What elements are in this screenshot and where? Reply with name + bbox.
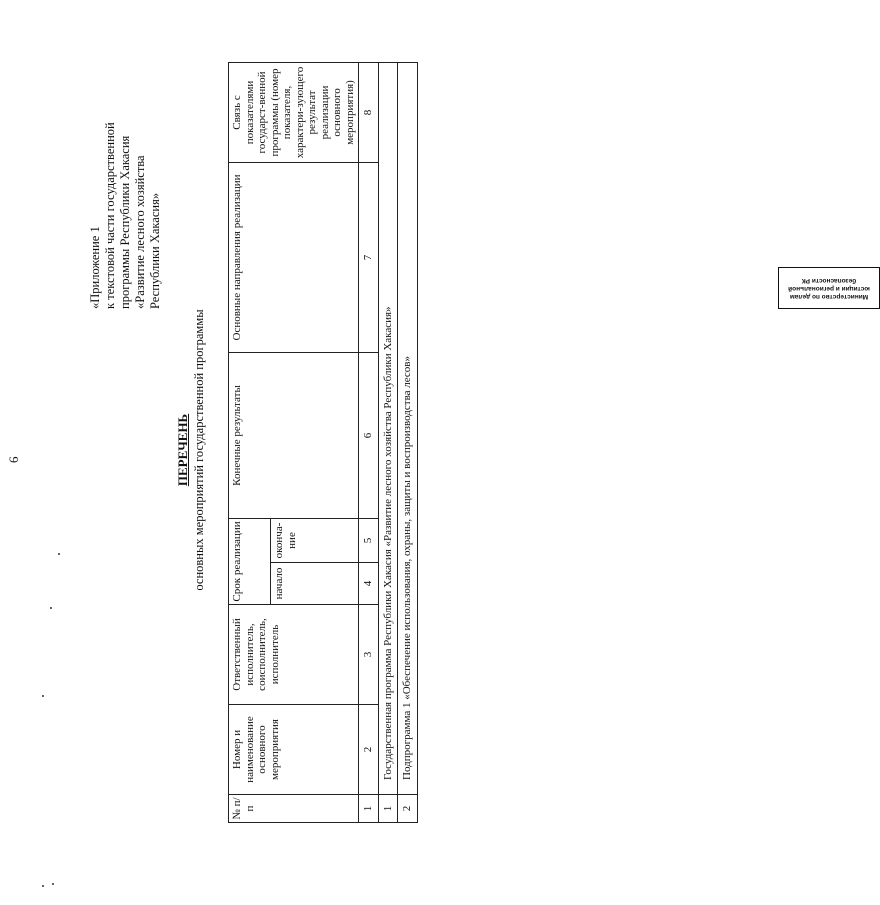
column-number: 7 — [359, 162, 379, 352]
scan-dot — [58, 553, 60, 555]
appendix-line: «Приложение 1 — [88, 226, 102, 309]
scan-dot — [42, 885, 44, 887]
table-row — [398, 62, 418, 822]
header-cell-start: начало — [271, 563, 359, 605]
subprogram-title-cell: Подпрограмма 1 «Обеспечение использования, охраны, защиты и воспроизводства лесов» — [398, 62, 418, 794]
column-number-row — [359, 62, 379, 822]
page-number: 6 — [6, 456, 21, 463]
header-cell-end: оконча-ние — [271, 518, 359, 562]
header-cell-period: Срок реализации — [229, 518, 271, 604]
appendix-note — [88, 29, 163, 309]
column-number: 2 — [359, 705, 379, 795]
registration-stamp — [778, 267, 880, 309]
document-title: ПЕРЕЧЕНЬ — [175, 413, 190, 487]
column-number: 4 — [359, 563, 379, 605]
appendix-line: к текстовой части государственной — [103, 122, 117, 309]
column-number: 5 — [359, 518, 379, 562]
program-title-cell: Государственная программа Республики Хакасия «Развитие лесного хозяйства Республики Хакасия» — [378, 62, 398, 794]
row-number: 1 — [378, 795, 398, 823]
appendix-line: Республики Хакасия» — [148, 192, 162, 309]
header-cell-num: № п/п — [229, 795, 359, 823]
measures-table — [228, 62, 418, 823]
header-row — [229, 62, 271, 822]
header-cell-directions: Основные направления реализации — [229, 162, 359, 352]
document-subtitle: основных мероприятий государственной программы — [192, 309, 206, 591]
scan-dot — [42, 695, 44, 697]
stamp-text: Министерство по делам юстиции и региональной безопасности РК — [788, 277, 870, 300]
header-cell-measure: Номер и наименование основного мероприятия — [229, 705, 359, 795]
column-number: 6 — [359, 352, 379, 518]
appendix-line: программы Республики Хакасия — [118, 135, 132, 309]
row-number: 2 — [398, 795, 418, 823]
header-cell-indicators: Связь с показателями государст-венной программы (номер показателя, характери-зующего результат реализации основного мероприятия) — [229, 62, 359, 162]
appendix-line: «Развитие лесного хозяйства — [133, 155, 147, 309]
scan-dot — [52, 883, 54, 885]
table-row — [378, 62, 398, 822]
scan-dot — [50, 607, 52, 609]
column-number: 3 — [359, 605, 379, 705]
column-number: 8 — [359, 62, 379, 162]
header-cell-executor: Ответственный исполнитель, соисполнитель, исполнитель — [229, 605, 359, 705]
column-number: 1 — [359, 795, 379, 823]
header-cell-results: Конечные результаты — [229, 352, 359, 518]
title-block — [175, 235, 207, 665]
